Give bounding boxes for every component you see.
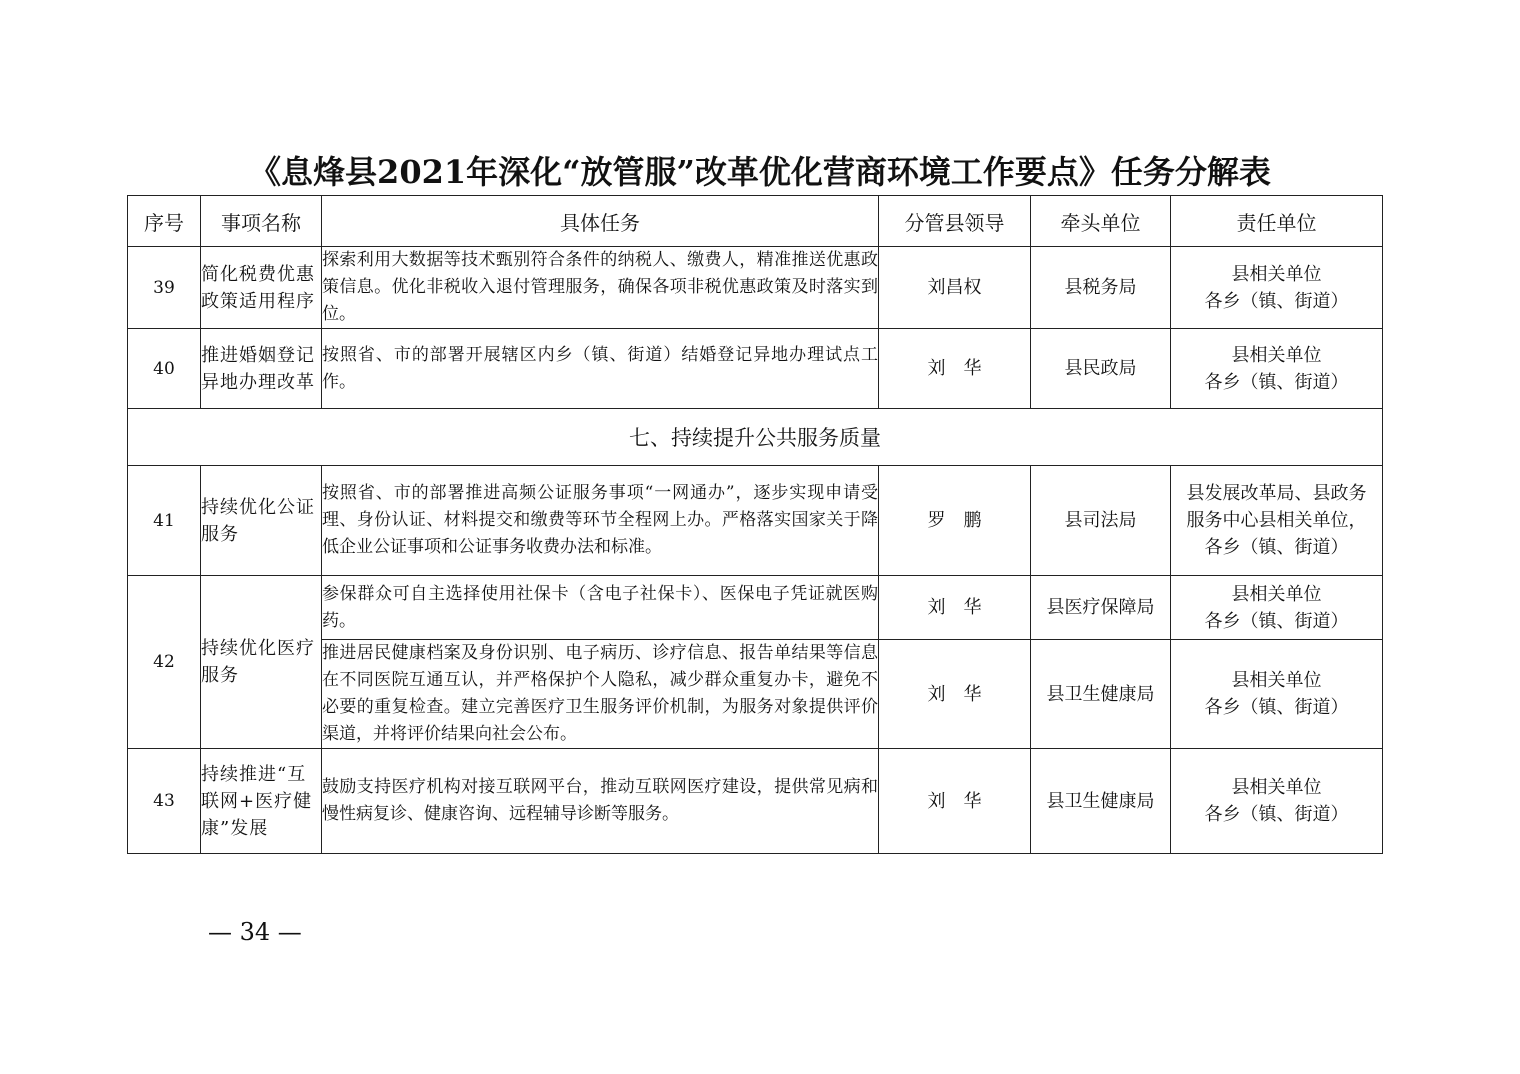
row-name: 持续推进“互联网+医疗健康”发展 [201,749,322,854]
row-name: 简化税费优惠政策适用程序 [201,247,322,329]
row-task: 鼓励支持医疗机构对接互联网平台，推动互联网医疗建设，提供常见病和慢性病复诊、健康咨询、远程辅导诊断等服务。 [322,749,879,854]
row-leader: 刘 华 [879,329,1031,409]
resp-unit-line: 服务中心县相关单位， [1186,510,1367,531]
row-lead-unit: 县医疗保障局 [1031,576,1171,640]
table-row [128,247,1383,329]
header-resp-unit: 责任单位 [1171,196,1383,247]
resp-unit-line: 各乡（镇、街道） [1204,804,1349,825]
header-lead-unit: 牵头单位 [1031,196,1171,247]
row-num: 39 [128,247,201,329]
resp-unit-line: 县相关单位 [1231,344,1322,366]
header-task: 具体任务 [322,196,879,247]
table-row [128,749,1383,854]
row-leader: 刘昌权 [879,247,1031,329]
resp-unit-line: 县发展改革局、县政务 [1186,483,1367,504]
row-leader: 刘 华 [879,749,1031,854]
row-leader: 刘 华 [879,576,1031,640]
resp-unit-line: 各乡（镇、街道） [1204,697,1349,718]
table-row [128,466,1383,576]
row-num: 42 [128,576,201,749]
row-task: 按照省、市的部署推进高频公证服务事项“一网通办”，逐步实现申请受理、身份认证、材料提交和缴费等环节全程网上办。严格落实国家关于降低企业公证事项和公证事务收费办法和标准。 [322,466,879,576]
document-title: 《息烽县2021年深化“放管服”改革优化营商环境工作要点》任务分解表 [249,153,1271,191]
resp-unit-line: 县相关单位 [1231,583,1322,605]
table-header-row [128,196,1383,247]
header-num: 序号 [128,196,201,247]
row-leader: 刘 华 [879,640,1031,749]
task-table [127,195,1383,854]
resp-unit-line: 各乡（镇、街道） [1204,610,1349,632]
section-heading: 七、持续提升公共服务质量 [128,409,1383,466]
row-num: 40 [128,329,201,409]
row-lead-unit: 县卫生健康局 [1031,749,1171,854]
table-row [128,329,1383,409]
resp-unit-line: 各乡（镇、街道） [1204,290,1349,312]
row-resp-unit [1171,749,1383,854]
section-row [128,409,1383,466]
page-number: — 34 — [208,918,302,946]
row-resp-unit [1171,466,1383,576]
resp-unit-line: 县相关单位 [1231,670,1322,691]
resp-unit-line: 县相关单位 [1231,263,1322,285]
row-resp-unit [1171,576,1383,640]
row-lead-unit: 县卫生健康局 [1031,640,1171,749]
resp-unit-line: 县相关单位 [1231,777,1322,798]
row-lead-unit: 县司法局 [1031,466,1171,576]
row-task: 参保群众可自主选择使用社保卡（含电子社保卡）、医保电子凭证就医购药。 [322,576,879,640]
row-lead-unit: 县税务局 [1031,247,1171,329]
row-leader: 罗 鹏 [879,466,1031,576]
row-resp-unit [1171,329,1383,409]
row-task: 探索利用大数据等技术甄别符合条件的纳税人、缴费人，精准推送优惠政策信息。优化非税收入退付管理服务，确保各项非税优惠政策及时落实到位。 [322,247,879,329]
row-name: 持续优化公证服务 [201,466,322,576]
table-row [128,576,1383,640]
row-num: 41 [128,466,201,576]
row-resp-unit [1171,247,1383,329]
row-task: 按照省、市的部署开展辖区内乡（镇、街道）结婚登记异地办理试点工作。 [322,329,879,409]
row-name: 持续优化医疗服务 [201,576,322,749]
row-lead-unit: 县民政局 [1031,329,1171,409]
header-leader: 分管县领导 [879,196,1031,247]
row-name: 推进婚姻登记异地办理改革 [201,329,322,409]
row-num: 43 [128,749,201,854]
resp-unit-line: 各乡（镇、街道） [1204,537,1349,558]
row-resp-unit [1171,640,1383,749]
header-name: 事项名称 [201,196,322,247]
resp-unit-line: 各乡（镇、街道） [1204,371,1349,393]
row-task: 推进居民健康档案及身份识别、电子病历、诊疗信息、报告单结果等信息在不同医院互通互认，并严格保护个人隐私，减少群众重复办卡，避免不必要的重复检查。建立完善医疗卫生服务评价机制，为服务对象提供评价渠道，并将评价结果向社会公布。 [322,640,879,749]
